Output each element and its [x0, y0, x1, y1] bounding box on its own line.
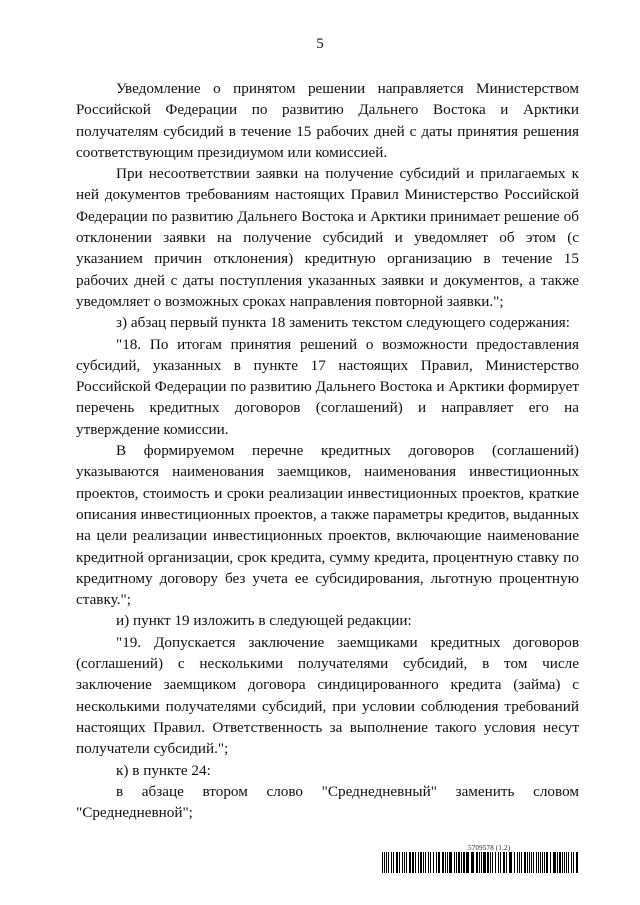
- document-body: [76, 78, 579, 823]
- page-number: 5: [316, 36, 324, 52]
- paragraph-loan-list: В формируемом перечне кредитных договоров (соглашений) указываются наименования заемщиков, наименования инвестиционных проектов, стоимость и сроки реализации инвестиционных проектов, краткие описания инвестиционных проектов, а также параметры кредитов, выданных на цели реализации инвестиционных проектов, включающие наименование кредитной организации, срок кредита, сумму кредита, процентную ставку по кредитному договору без учета ее субсидирования, льготную процентную ставку.";: [76, 442, 579, 609]
- barcode-image: [381, 852, 580, 873]
- paragraph-item-k: к) в пункте 24:: [116, 761, 211, 779]
- paragraph-clause-18: "18. По итогам принятия решений о возможности предоставления субсидий, указанных в пункте 17 настоящих Правил, Министерство Российской Федерации по развитию Дальнего Востока и Арктики формирует перечень кредитных договоров (соглашений) и направляет его на утверждение комиссии.: [76, 335, 579, 438]
- paragraph-item-i: и) пункт 19 изложить в следующей редакции:: [116, 612, 412, 630]
- paragraph-word-replace: в абзаце втором слово "Среднедневный" заменить словом "Среднедневной";: [76, 782, 579, 822]
- paragraph-rejection: При несоответствии заявки на получение субсидий и прилагаемых к ней документов требованиям настоящих Правил Министерство Российской Федерации по развитию Дальнего Востока и Арктики принимает решение об отклонении заявки на получение субсидий и уведомляет об этом (с указанием причин отклонения) кредитную организацию в течение 15 рабочих дней с даты поступления указанных заявки и документов, а также уведомляет о возможных сроках направления повторной заявки.";: [76, 165, 579, 310]
- paragraph-clause-19: "19. Допускается заключение заемщиками кредитных договоров (соглашений) с несколькими получателями субсидий, в том числе заключение заемщиком договора синдицированного кредита (займа) с несколькими получателями субсидий, при условии соблюдения требований настоящих Правил. Ответственность за выполнение такого условия несут получатели субсидий.";: [76, 633, 579, 758]
- paragraph-item-z: з) абзац первый пункта 18 заменить текстом следующего содержания:: [116, 314, 570, 332]
- document-code: 5709578 (1.2): [468, 844, 511, 852]
- paragraph-notification: Уведомление о принятом решении направляется Министерством Российской Федерации по развитию Дальнего Востока и Арктики получателям субсидий в течение 15 рабочих дней с даты принятия решения соответствующим президиумом или комиссией.: [76, 80, 579, 161]
